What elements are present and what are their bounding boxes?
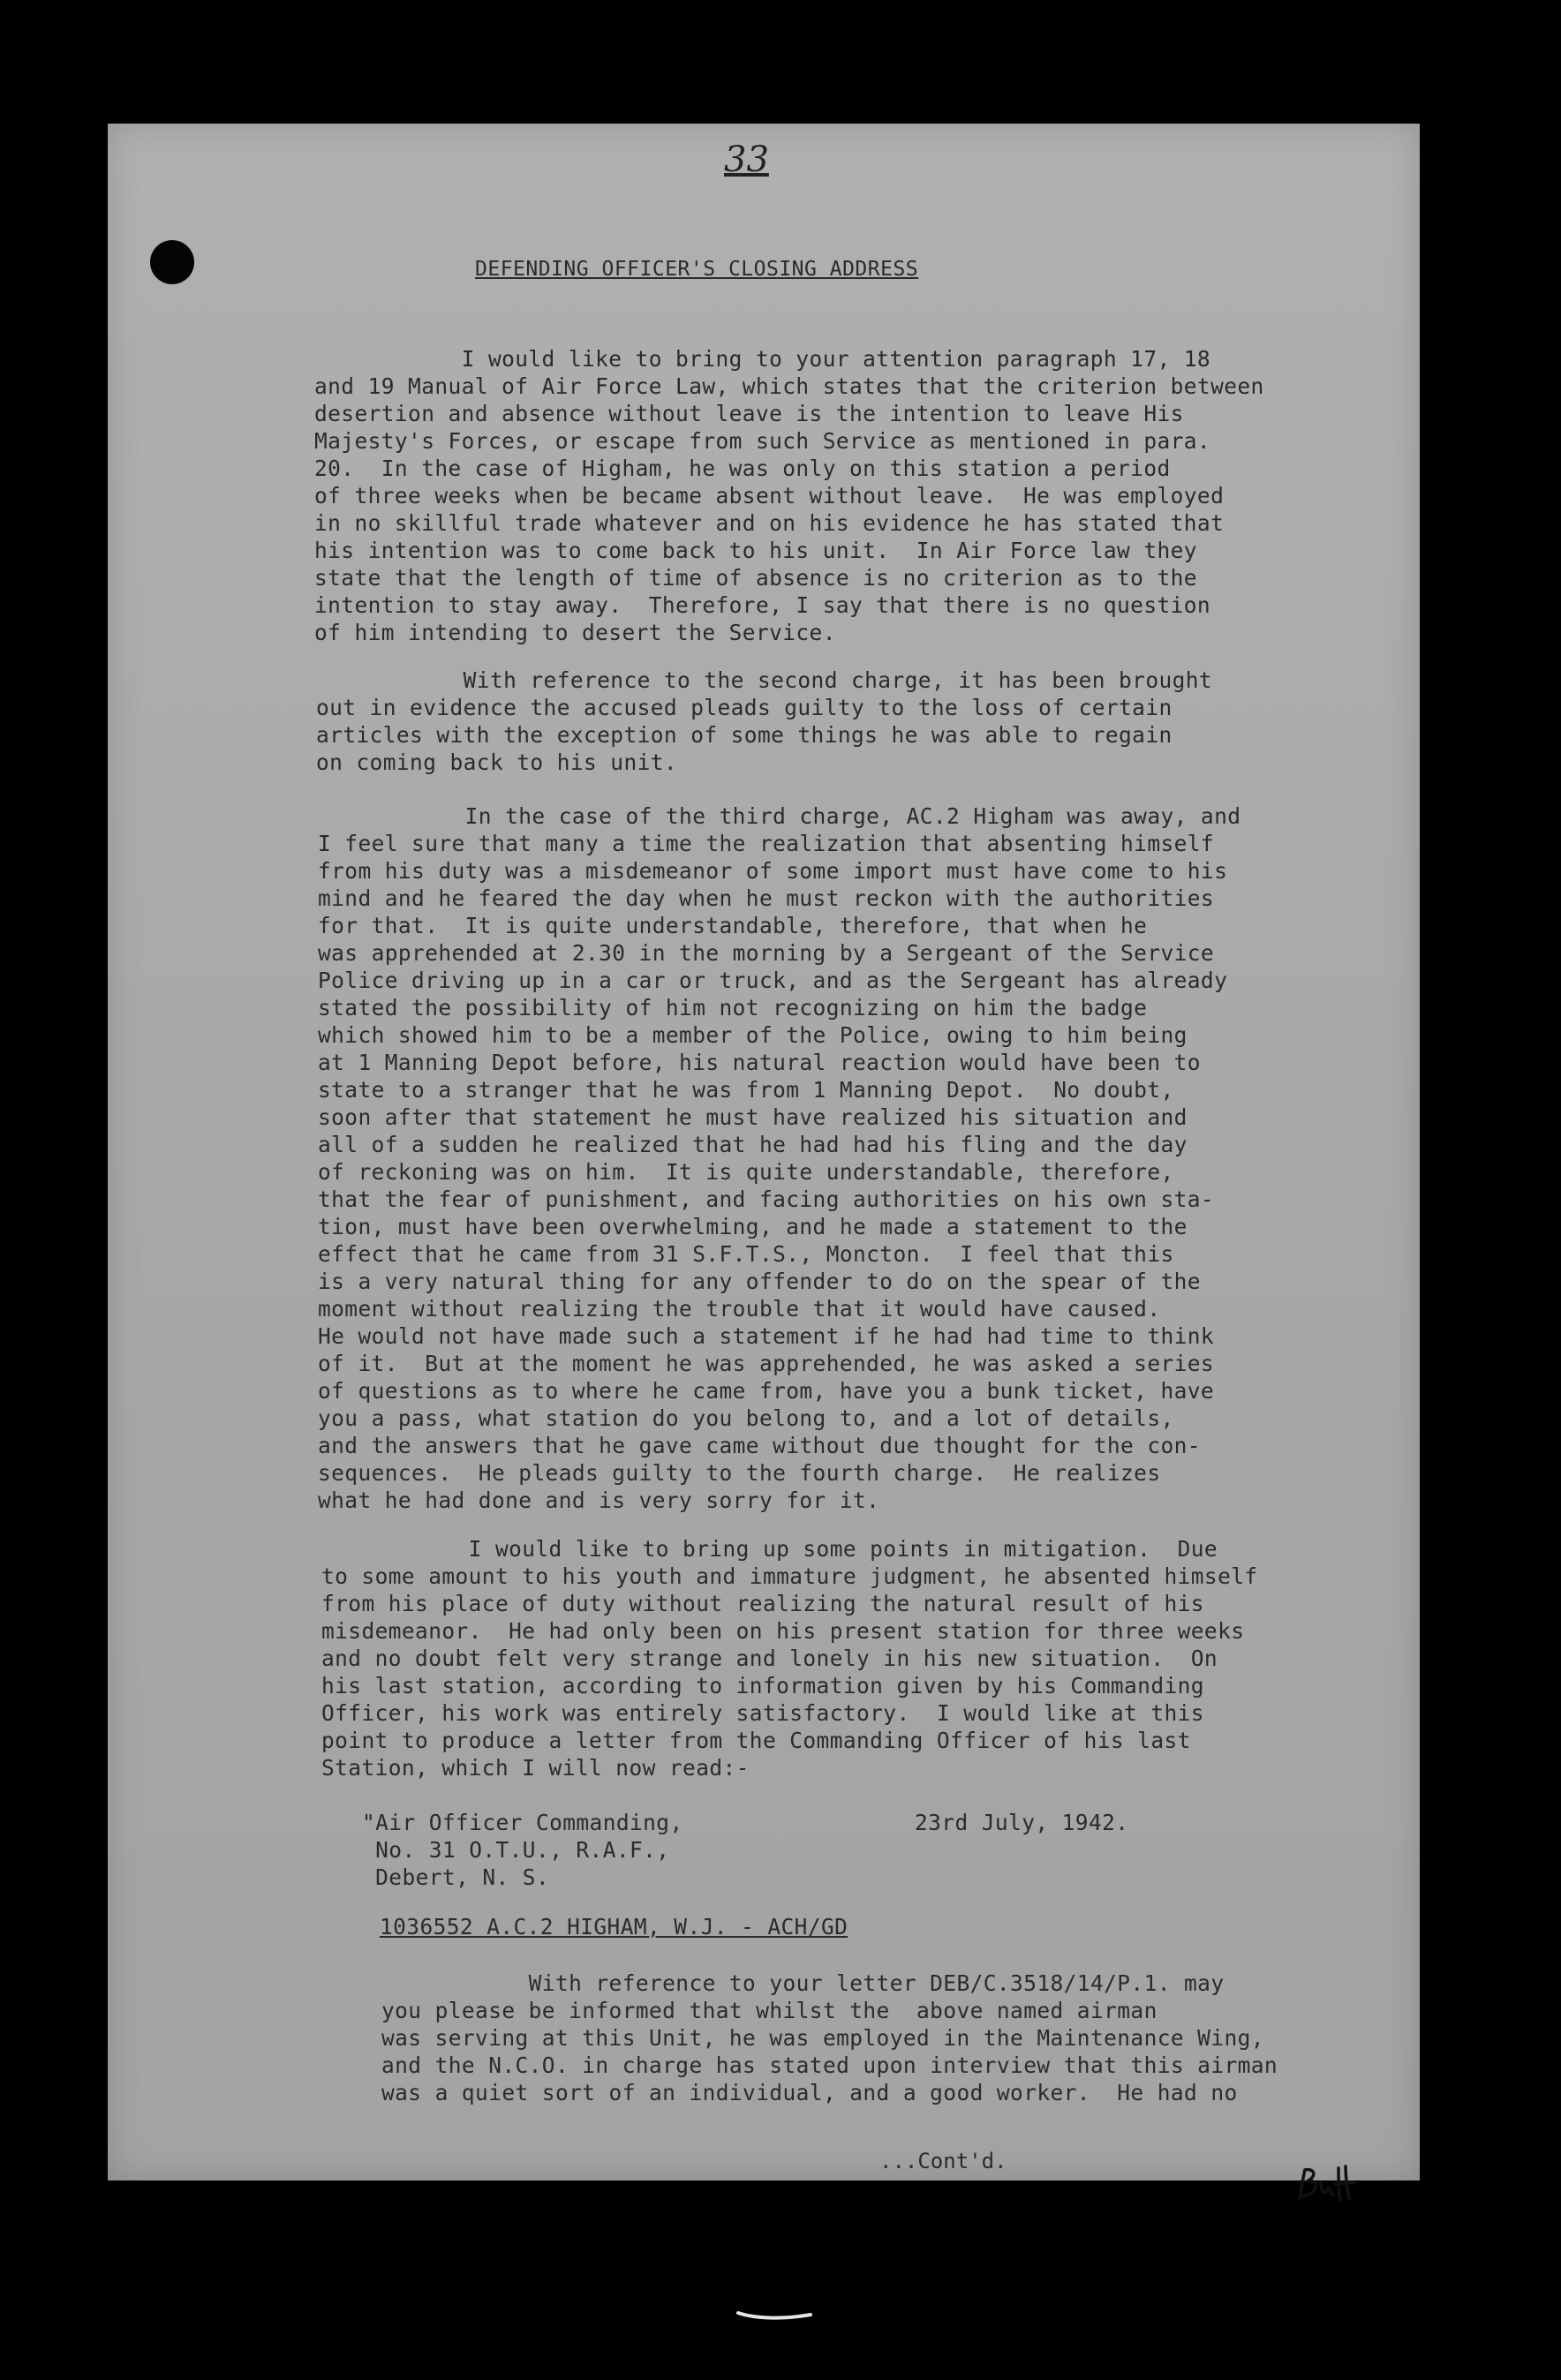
text-line: effect that he came from 31 S.F.T.S., Moncton. I feel that this bbox=[318, 1241, 1174, 1267]
text-line: mind and he feared the day when he must reckon with the authorities bbox=[318, 885, 1215, 911]
text-line: out in evidence the accused pleads guilty to the loss of certain bbox=[316, 695, 1173, 720]
text-line: Officer, his work was entirely satisfactory. I would like at this bbox=[321, 1700, 1204, 1726]
letter-reference: 1036552 A.C.2 HIGHAM, W.J. - ACH/GD bbox=[380, 1914, 848, 1939]
text-line: his intention was to come back to his unit. In Air Force law they bbox=[314, 538, 1197, 563]
text-line: and no doubt felt very strange and lonely in his new situation. On bbox=[321, 1646, 1218, 1671]
letter-address-line: "Air Officer Commanding, bbox=[362, 1810, 683, 1835]
text-line: from his duty was a misdemeanor of some import must have come to his bbox=[318, 858, 1228, 884]
text-line: that the fear of punishment, and facing authorities on his own sta- bbox=[318, 1186, 1215, 1212]
text-line: articles with the exception of some things he was able to regain bbox=[316, 722, 1173, 748]
text-line: of reckoning was on him. It is quite understandable, therefore, bbox=[318, 1159, 1174, 1185]
text-line: of him intending to desert the Service. bbox=[314, 620, 836, 645]
document-title: DEFENDING OFFICER'S CLOSING ADDRESS bbox=[475, 258, 919, 281]
text-line: at 1 Manning Depot before, his natural reaction would have been to bbox=[318, 1050, 1201, 1075]
handwritten-initials bbox=[1294, 2163, 1369, 2207]
text-line: Station, which I will now read:- bbox=[321, 1755, 750, 1781]
letter-body-line: With reference to your letter DEB/C.3518/14/P.1. may bbox=[381, 1970, 1225, 1996]
text-line: 20. In the case of Higham, he was only on this station a period bbox=[314, 456, 1171, 481]
text-line: moment without realizing the trouble that it would have caused. bbox=[318, 1296, 1161, 1322]
text-line: and 19 Manual of Air Force Law, which states that the criterion between bbox=[314, 373, 1264, 399]
text-line: Police driving up in a car or truck, and as the Sergeant has already bbox=[318, 968, 1228, 993]
letter-body-line: was serving at this Unit, he was employed in the Maintenance Wing, bbox=[381, 2025, 1264, 2051]
text-line: state to a stranger that he was from 1 Manning Depot. No doubt, bbox=[318, 1077, 1174, 1103]
continued-marker: ...Cont'd. bbox=[879, 2149, 1007, 2173]
text-line: from his place of duty without realizing the natural result of his bbox=[321, 1591, 1204, 1616]
letter-body-line: and the N.C.O. in charge has stated upon interview that this airman bbox=[381, 2052, 1278, 2078]
text-line: was apprehended at 2.30 in the morning by a Sergeant of the Service bbox=[318, 940, 1215, 966]
text-line: stated the possibility of him not recognizing on him the badge bbox=[318, 995, 1148, 1021]
text-line: of three weeks when be became absent without leave. He was employed bbox=[314, 483, 1225, 508]
letter-address-line: No. 31 O.T.U., R.A.F., bbox=[362, 1837, 670, 1863]
punch-hole bbox=[150, 240, 194, 284]
text-line: of it. But at the moment he was apprehended, he was asked a series bbox=[318, 1351, 1215, 1376]
text-line: I would like to bring to your attention paragraph 17, 18 bbox=[314, 346, 1211, 372]
letter-date: 23rd July, 1942. bbox=[915, 1810, 1129, 1835]
text-line: for that. It is quite understandable, therefore, that when he bbox=[318, 913, 1148, 938]
text-line: of questions as to where he came from, have you a bunk ticket, have bbox=[318, 1378, 1215, 1404]
letter-body-line: was a quiet sort of an individual, and a good worker. He had no bbox=[381, 2080, 1238, 2105]
text-line: in no skillful trade whatever and on his evidence he has stated that bbox=[314, 510, 1225, 536]
text-line: With reference to the second charge, it has been brought bbox=[316, 667, 1213, 693]
letter-address-line: Debert, N. S. bbox=[362, 1864, 550, 1890]
page-number: 33 bbox=[724, 139, 769, 180]
text-line: sequences. He pleads guilty to the fourth charge. He realizes bbox=[318, 1460, 1161, 1486]
text-line: He would not have made such a statement if he had had time to think bbox=[318, 1323, 1215, 1349]
text-line: all of a sudden he realized that he had had his fling and the day bbox=[318, 1132, 1188, 1157]
text-line: to some amount to his youth and immature judgment, he absented himself bbox=[321, 1563, 1258, 1589]
text-line: on coming back to his unit. bbox=[316, 749, 678, 775]
text-line: misdemeanor. He had only been on his present station for three weeks bbox=[321, 1618, 1245, 1644]
text-line: tion, must have been overwhelming, and he made a statement to the bbox=[318, 1214, 1188, 1239]
text-line: I feel sure that many a time the realization that absenting himself bbox=[318, 831, 1215, 856]
text-line: desertion and absence without leave is the intention to leave His bbox=[314, 401, 1184, 426]
text-line: point to produce a letter from the Commanding Officer of his last bbox=[321, 1728, 1191, 1753]
text-line: and the answers that he gave came without due thought for the con- bbox=[318, 1433, 1201, 1458]
letter-body-line: you please be informed that whilst the above named airman bbox=[381, 1998, 1158, 2023]
text-line: intention to stay away. Therefore, I say that there is no question bbox=[314, 592, 1211, 618]
text-line: is a very natural thing for any offender to do on the spear of the bbox=[318, 1269, 1201, 1294]
text-line: what he had done and is very sorry for it. bbox=[318, 1488, 880, 1513]
text-line: soon after that statement he must have realized his situation and bbox=[318, 1104, 1188, 1130]
text-line: which showed him to be a member of the Police, owing to him being bbox=[318, 1022, 1188, 1048]
text-line: In the case of the third charge, AC.2 Higham was away, and bbox=[318, 803, 1241, 829]
text-line: I would like to bring up some points in mitigation. Due bbox=[321, 1536, 1218, 1562]
scan-mark bbox=[736, 2309, 812, 2322]
text-line: you a pass, what station do you belong to, and a lot of details, bbox=[318, 1405, 1174, 1431]
text-line: state that the length of time of absence is no criterion as to the bbox=[314, 565, 1197, 591]
text-line: Majesty's Forces, or escape from such Service as mentioned in para. bbox=[314, 428, 1211, 454]
text-line: his last station, according to information given by his Commanding bbox=[321, 1673, 1204, 1698]
